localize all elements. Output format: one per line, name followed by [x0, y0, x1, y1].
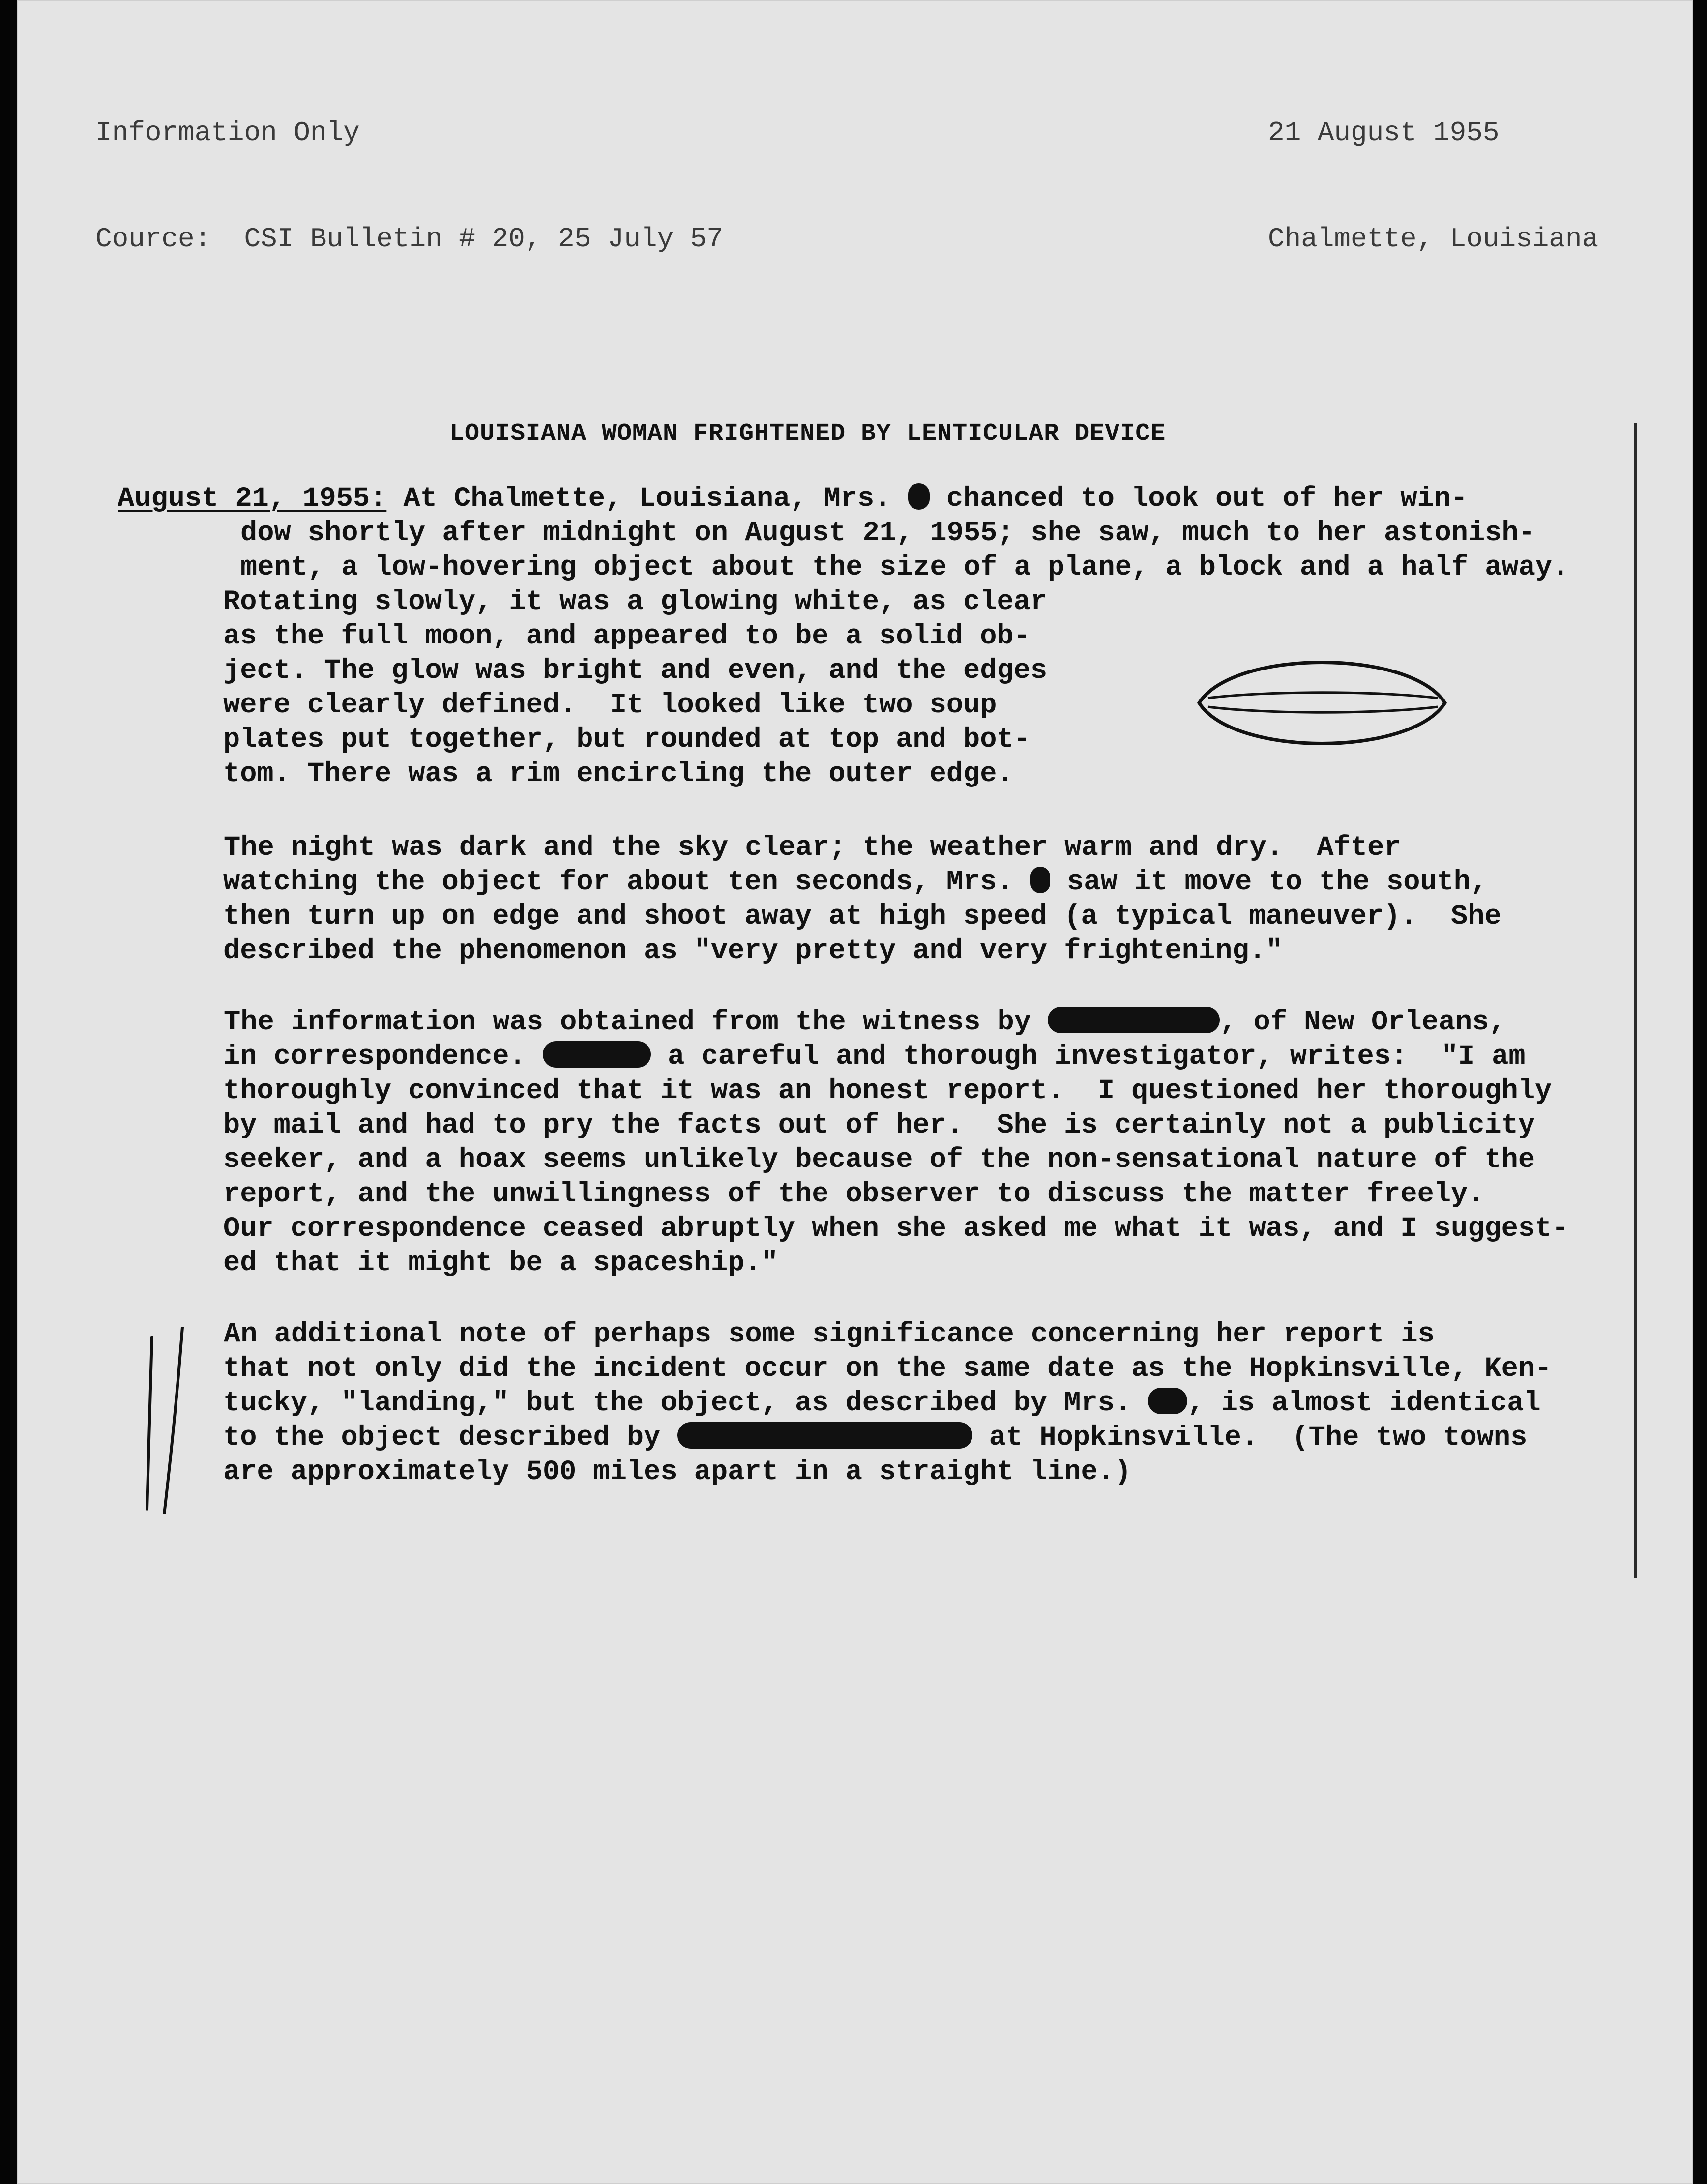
p1-line-5: as the full moon, and appeared to be a solid ob- [223, 621, 1030, 652]
p1-line-8: plates put together, but rounded at top and bot- [223, 724, 1030, 756]
p3-line-1: The information was obtained from the witness by , of New Orleans, [140, 1007, 1506, 1038]
header-date-line: 21 August 1955 [1268, 117, 1500, 148]
p3-line-8: ed that it might be a spaceship." [223, 1248, 778, 1279]
p1-line-4: Rotating slowly, it was a glowing white, as clear [223, 586, 1048, 618]
p4-line-5: are approximately 500 miles apart in a straight line.) [223, 1456, 1132, 1488]
lenticular-object-drawing [1189, 644, 1455, 762]
redaction [543, 1041, 651, 1068]
p4-line-3: tucky, "landing," but the object, as described by Mrs. , is almost identical [223, 1388, 1541, 1419]
p3-line-6: report, and the unwillingness of the observer to discuss the matter freely. [223, 1179, 1485, 1210]
paragraph-3 [140, 1005, 1569, 1281]
p4-line-1: An additional note of perhaps some significance concerning her report is [140, 1319, 1435, 1350]
p1-line-1: August 21, 1955: At Chalmette, Louisiana, Mrs. chanced to look out of her win- [118, 483, 1468, 515]
p1-line-7: were clearly defined. It looked like two soup [223, 690, 997, 721]
p2-line-2: watching the object for about ten seconds, Mrs. saw it move to the south, [223, 867, 1488, 898]
redaction [1048, 1007, 1220, 1033]
redaction [1030, 867, 1050, 893]
header-source [95, 44, 723, 327]
handwritten-margin-mark [137, 1327, 191, 1514]
p1-line-6: ject. The glow was bright and even, and the edges [223, 655, 1048, 687]
p4-line-4: to the object described by at Hopkinsville. (The two towns [223, 1422, 1528, 1454]
redaction [677, 1422, 972, 1449]
p2-line-4: described the phenomenon as "very pretty and very frightening." [223, 935, 1283, 967]
p3-line-2: in correspondence. a careful and thorough investigator, writes: "I am [223, 1041, 1526, 1073]
document-title: LOUISIANA WOMAN FRIGHTENED BY LENTICULAR DEVICE [449, 420, 1166, 448]
p3-line-3: thoroughly convinced that it was an honest report. I questioned her thoroughly [223, 1076, 1552, 1107]
document-page [17, 0, 1693, 2184]
p3-line-7: Our correspondence ceased abruptly when she asked me what it was, and I suggest- [223, 1213, 1569, 1245]
p4-line-2: that not only did the incident occur on the same date as the Hopkinsville, Ken- [223, 1353, 1552, 1385]
p2-line-1: The night was dark and the sky clear; the weather warm and dry. After [140, 832, 1401, 864]
redaction [1148, 1388, 1187, 1414]
p1-line-9: tom. There was a rim encircling the outer edge. [223, 758, 1014, 790]
p3-line-4: by mail and had to pry the facts out of her. She is certainly not a publicity [223, 1110, 1535, 1141]
header-date-place [1268, 44, 1598, 327]
p1-line-2: dow shortly after midnight on August 21, 1955; she saw, much to her astonish- [240, 518, 1535, 549]
p3-line-5: seeker, and a hoax seems unlikely because of the non-sensational nature of the [223, 1144, 1535, 1176]
p1-line-3: ment, a low-hovering object about the size of a plane, a block and a half away. [240, 552, 1569, 583]
header-source-line: Cource: CSI Bulletin # 20, 25 July 57 [95, 223, 724, 255]
paragraph-2 [140, 831, 1501, 968]
header-info-line: Information Only [95, 117, 360, 148]
margin-rule [1634, 423, 1637, 1578]
redaction [908, 483, 930, 510]
header-place-line: Chalmette, Louisiana [1268, 223, 1599, 255]
date-label: August 21, 1955: [118, 483, 387, 515]
p2-line-3: then turn up on edge and shoot away at high speed (a typical maneuver). She [223, 901, 1501, 932]
paragraph-4 [140, 1317, 1552, 1489]
